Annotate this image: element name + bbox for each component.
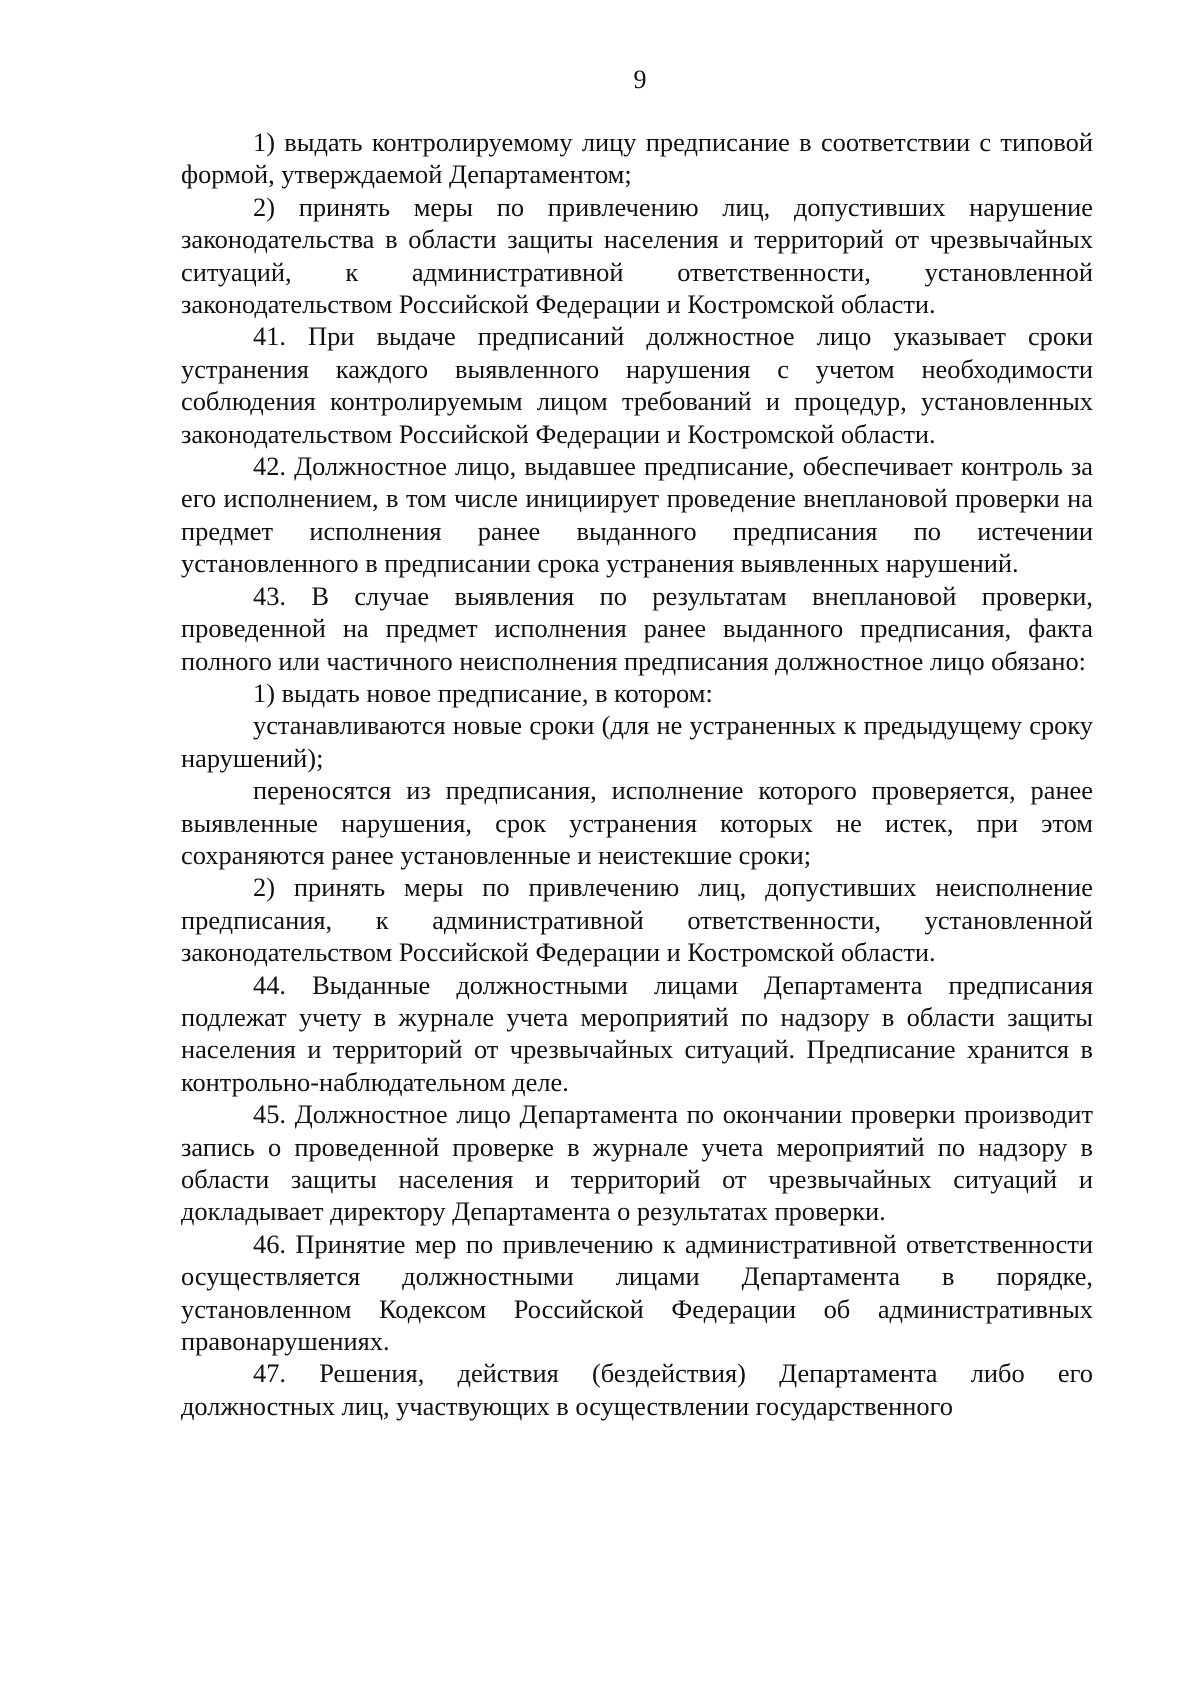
paragraph-43-item-2: 2) принять меры по привлечению лиц, допустивших неисполнение предписания, к административной ответственности, установленной законодательством Российской Федерации и Костромской области. [181,872,1093,968]
paragraph-42: 42. Должностное лицо, выдавшее предписание, обеспечивает контроль за его исполнением, в том числе инициирует проведение внеплановой проверки на предмет исполнения ранее выданного предписания по истечении установленного в предписании срока устранения выявленных нарушений. [181,451,1093,579]
paragraph-47: 47. Решения, действия (бездействия) Департамента либо его должностных лиц, участвующих в осуществлении государственного [181,1358,1093,1421]
paragraph-item-1-issue-order: 1) выдать контролируемому лицу предписание в соответствии с типовой формой, утверждаемой Департаментом; [181,127,1093,190]
paragraph-46: 46. Принятие мер по привлечению к административной ответственности осуществляется должностными лицами Департамента в порядке, установленном Кодексом Российской Федерации об административных правонарушениях. [181,1228,1093,1357]
page-number: 9 [633,65,647,94]
paragraph-43-transferred-violations: переносятся из предписания, исполнение которого проверяется, ранее выявленные нарушения, срок устранения которых не истек, при этом сохраняются ранее установленные и неистекшие сроки; [181,775,1093,870]
paragraph-41: 41. При выдаче предписаний должностное лицо указывает сроки устранения каждого выявленного нарушения с учетом необходимости соблюдения контролируемым лицом требований и процедур, установленных законодательством Российской Федерации и Костромской области. [181,321,1093,449]
paragraph-45: 45. Должностное лицо Департамента по окончании проверки производит запись о проведенной проверке в журнале учета мероприятий по надзору в области защиты населения и территорий от чрезвычайных ситуаций и докладывает директору Департамента о результатах проверки. [181,1099,1093,1227]
paragraph-43: 43. В случае выявления по результатам внеплановой проверки, проведенной на предмет исполнения ранее выданного предписания, факта полного или частичного неисполнения предписания должностное лицо обязано: [181,580,1093,676]
paragraph-item-2-liability-measures: 2) принять меры по привлечению лиц, допустивших нарушение законодательства в области защиты населения и территорий от чрезвычайных ситуаций, к административной ответственности, установленной законодательством Российской Федерации и Костромской области. [181,191,1093,320]
paragraph-43-item-1: 1) выдать новое предписание, в котором: [253,677,713,708]
paragraph-43-new-deadlines: устанавливаются новые сроки (для не устраненных к предыдущему сроку нарушений); [181,710,1093,773]
document-body [181,126,1093,1422]
paragraph-44: 44. Выданные должностными лицами Департамента предписания подлежат учету в журнале учета мероприятий по надзору в области защиты населения и территорий от чрезвычайных ситуаций. Предписание хранится в контрольно-наблюдательном деле. [181,969,1093,1097]
